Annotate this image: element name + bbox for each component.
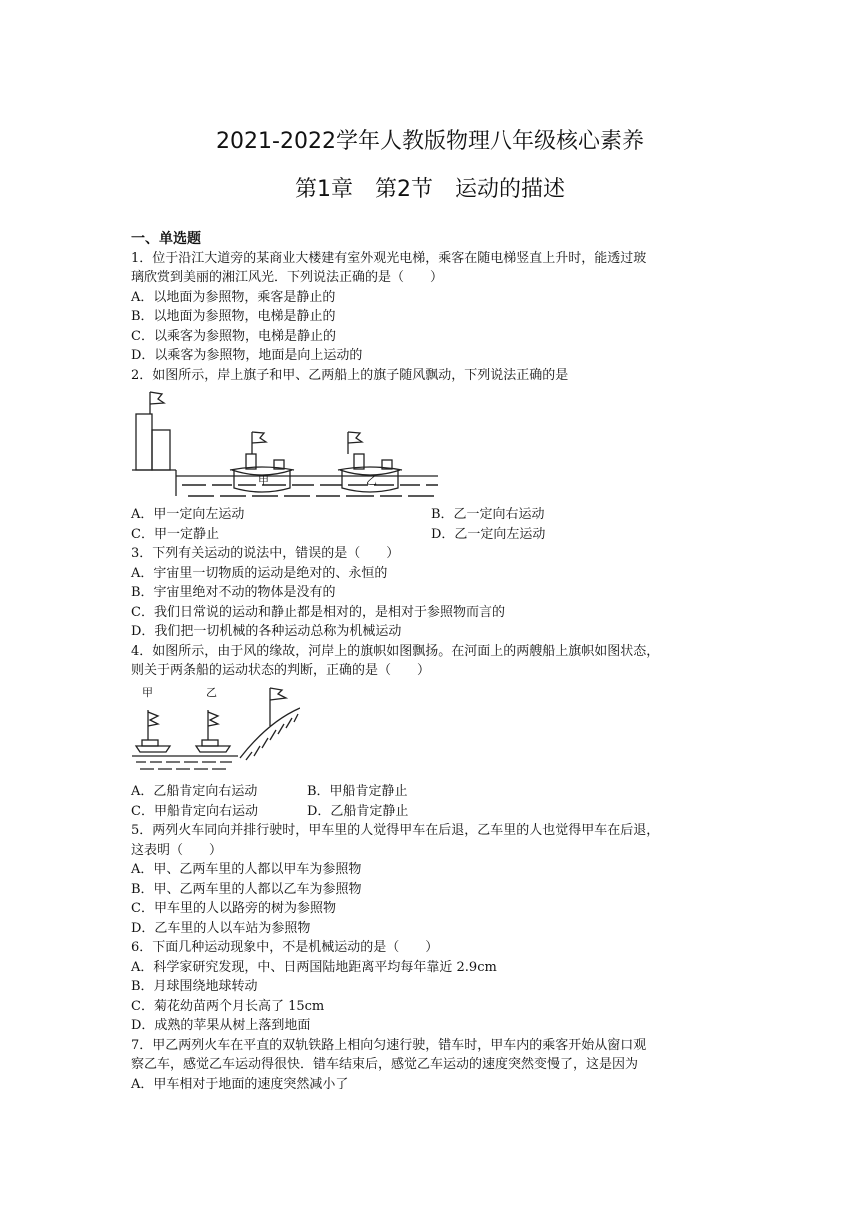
question-1-option-a: A．以地面为参照物，乘客是静止的	[131, 290, 336, 305]
question-5-option-a: A．甲、乙两车里的人都以甲车为参照物	[131, 862, 362, 877]
question-3-option-b: B．宇宙里绝对不动的物体是没有的	[131, 585, 336, 600]
question-1-line-2: 璃欣赏到美丽的湘江风光．下列说法正确的是（ ）	[131, 270, 444, 285]
question-4-line-2: 则关于两条船的运动状态的判断，正确的是（ ）	[131, 663, 431, 678]
question-1-option-b: B．以地面为参照物，电梯是静止的	[131, 309, 336, 324]
question-2-option-c: C．甲一定静止	[131, 527, 219, 542]
question-7-option-a: A．甲车相对于地面的速度突然减小了	[131, 1077, 349, 1092]
question-3-option-c: C．我们日常说的运动和静止都是相对的，是相对于参照物而言的	[131, 605, 505, 620]
question-2-option-b: B．乙一定向右运动	[431, 507, 545, 522]
question-2-figure	[128, 384, 440, 506]
question-2-figure-label-yi: 乙	[366, 474, 377, 487]
question-4-line-1: 4．如图所示，由于风的缘故，河岸上的旗帜如图飘扬。在河面上的两艘船上旗帜如图状态，	[131, 644, 660, 659]
question-5-line-2: 这表明（ ）	[131, 843, 223, 858]
question-5-option-b: B．甲、乙两车里的人都以乙车为参照物	[131, 882, 362, 897]
question-6-option-b: B．月球围绕地球转动	[131, 979, 258, 994]
question-7-line-1: 7．甲乙两列火车在平直的双轨铁路上相向匀速行驶，错车时，甲车内的乘客开始从窗口观	[131, 1038, 647, 1053]
question-4-option-d: D．乙船肯定静止	[307, 804, 409, 819]
question-4-option-c: C．甲船肯定向右运动	[131, 804, 258, 819]
question-2-option-d: D．乙一定向左运动	[431, 527, 546, 542]
question-3-option-d: D．我们把一切机械的各种运动总称为机械运动	[131, 624, 402, 639]
question-4-option-b: B．甲船肯定静止	[307, 784, 408, 799]
section-heading: 一、单选题	[131, 231, 201, 247]
question-4-option-a: A．乙船肯定向右运动	[131, 784, 258, 799]
question-4-figure-label-yi: 乙	[206, 686, 217, 699]
question-6-option-d: D．成熟的苹果从树上落到地面	[131, 1018, 311, 1033]
question-4-figure	[128, 682, 300, 776]
question-1-option-d: D．以乘客为参照物，地面是向上运动的	[131, 348, 363, 363]
question-4-figure-label-jia: 甲	[142, 686, 153, 699]
question-5-option-c: C．甲车里的人以路旁的树为参照物	[131, 901, 336, 916]
page-title: 2021-2022学年人教版物理八年级核心素养	[216, 129, 644, 154]
question-5-line-1: 5．两列火车同向并排行驶时，甲车里的人觉得甲车在后退，乙车里的人也觉得甲车在后退，	[131, 823, 660, 838]
question-2-option-a: A．甲一定向左运动	[131, 507, 245, 522]
question-1-line-1: 1．位于沿江大道旁的某商业大楼建有室外观光电梯，乘客在随电梯竖直上升时，能透过玻	[131, 251, 647, 266]
question-3-option-a: A．宇宙里一切物质的运动是绝对的、永恒的	[131, 566, 388, 581]
question-6-option-a: A．科学家研究发现，中、日两国陆地距离平均每年靠近 2.9cm	[131, 960, 497, 975]
question-3-line-1: 3．下列有关运动的说法中，错误的是（ ）	[131, 546, 400, 561]
question-7-line-2: 察乙车，感觉乙车运动得很快．错车结束后，感觉乙车运动的速度突然变慢了，这是因为	[131, 1057, 639, 1072]
question-6-line-1: 6．下面几种运动现象中，不是机械运动的是（ ）	[131, 940, 439, 955]
question-2-line-1: 2．如图所示，岸上旗子和甲、乙两船上的旗子随风飘动，下列说法正确的是	[131, 368, 569, 383]
question-1-option-c: C．以乘客为参照物，电梯是静止的	[131, 329, 336, 344]
page-subtitle: 第1章 第2节 运动的描述	[295, 177, 565, 202]
question-5-option-d: D．乙车里的人以车站为参照物	[131, 921, 311, 936]
question-6-option-c: C．菊花幼苗两个月长高了 15cm	[131, 999, 325, 1014]
question-2-figure-label-jia: 甲	[258, 474, 269, 487]
